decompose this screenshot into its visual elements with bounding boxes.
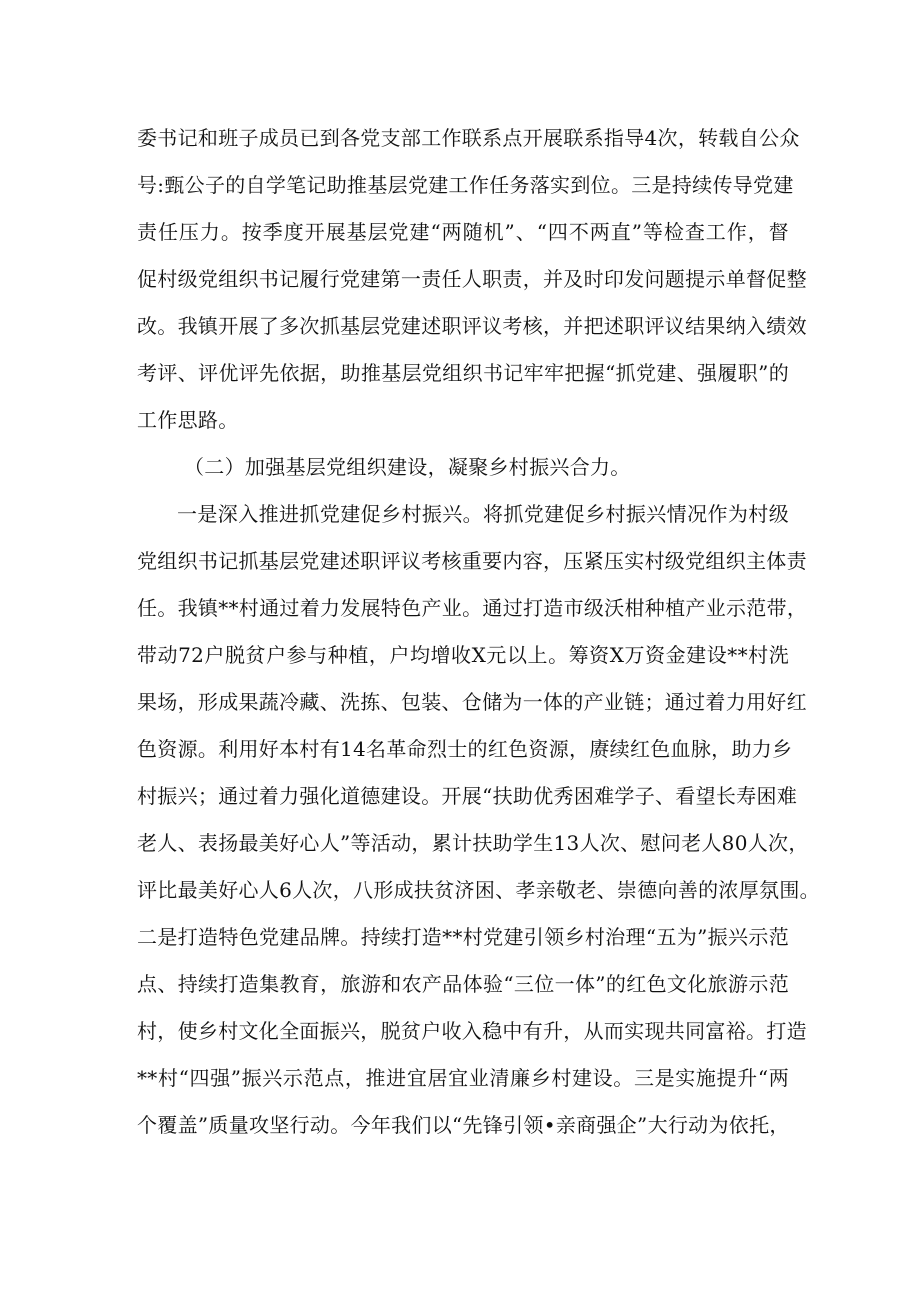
paragraph-line-20: 村，使乡村文化全面振兴，脱贫户收入稳中有升，从而实现共同富裕。打造: [137, 1019, 807, 1043]
paragraph-line-7: 工作思路。: [137, 408, 239, 432]
paragraph-line-1: 委书记和班子成员已到各党支部工作联系点开展联系指导4次，转载自公众: [137, 126, 800, 150]
paragraph-line-11: 任。我镇**村通过着力发展特色产业。通过打造市级沃柑种植产业示范带，: [137, 596, 808, 620]
paragraph-line-3: 责任压力。按季度开展基层党建“两随机”、“四不两直”等检查工作，督: [137, 220, 789, 244]
paragraph-line-10: 党组织书记抓基层党建述职评议考核重要内容，压紧压实村级党组织主体责: [137, 549, 807, 573]
paragraph-line-21: **村“四强”振兴示范点，推进宜居宜业清廉乡村建设。三是实施提升“两: [137, 1066, 789, 1090]
paragraph-line-17: 评比最美好心人6人次，八形成扶贫济困、孝亲敬老、崇德向善的浓厚氛围。: [137, 878, 820, 902]
paragraph-line-9: 一是深入推进抓党建促乡村振兴。将抓党建促乡村振兴情况作为村级: [177, 502, 789, 526]
paragraph-line-4: 促村级党组织书记履行党建第一责任人职责，并及时印发问题提示单督促整: [137, 267, 807, 291]
paragraph-line-13: 果场，形成果蔬冷藏、洗拣、包装、仓储为一体的产业链；通过着力用好红: [137, 690, 807, 714]
section-heading: （二）加强基层党组织建设，凝聚乡村振兴合力。: [184, 455, 631, 479]
paragraph-line-14: 色资源。利用好本村有14名革命烈士的红色资源，赓续红色血脉，助力乡: [137, 737, 793, 761]
paragraph-line-15: 村振兴；通过着力强化道德建设。开展“扶助优秀困难学子、看望长寿困难: [137, 784, 798, 808]
paragraph-line-5: 改。我镇开展了多次抓基层党建述职评议考核，并把述职评议结果纳入绩效: [137, 314, 807, 338]
paragraph-line-16: 老人、表扬最美好心人”等活动，累计扶助学生13人次、慰问老人80人次，: [137, 831, 809, 855]
paragraph-line-19: 点、持续打造集教育，旅游和农产品体验“三位一体”的红色文化旅游示范: [137, 972, 789, 996]
paragraph-line-12: 带动72户脱贫户参与种植，户均增收X元以上。筹资X万资金建设**村洗: [137, 643, 789, 667]
paragraph-line-18: 二是打造特色党建品牌。持续打造**村党建引领乡村治理“五为”振兴示范: [137, 925, 789, 949]
paragraph-line-22: 个覆盖”质量攻坚行动。今年我们以“先锋引领•亲商强企”大行动为依托，: [137, 1113, 790, 1137]
paragraph-line-2: 号:甄公子的自学笔记助推基层党建工作任务落实到位。三是持续传导党建: [137, 173, 794, 197]
paragraph-line-6: 考评、评优评先依据，助推基层党组织书记牢牢把握“抓党建、强履职”的: [137, 361, 789, 385]
